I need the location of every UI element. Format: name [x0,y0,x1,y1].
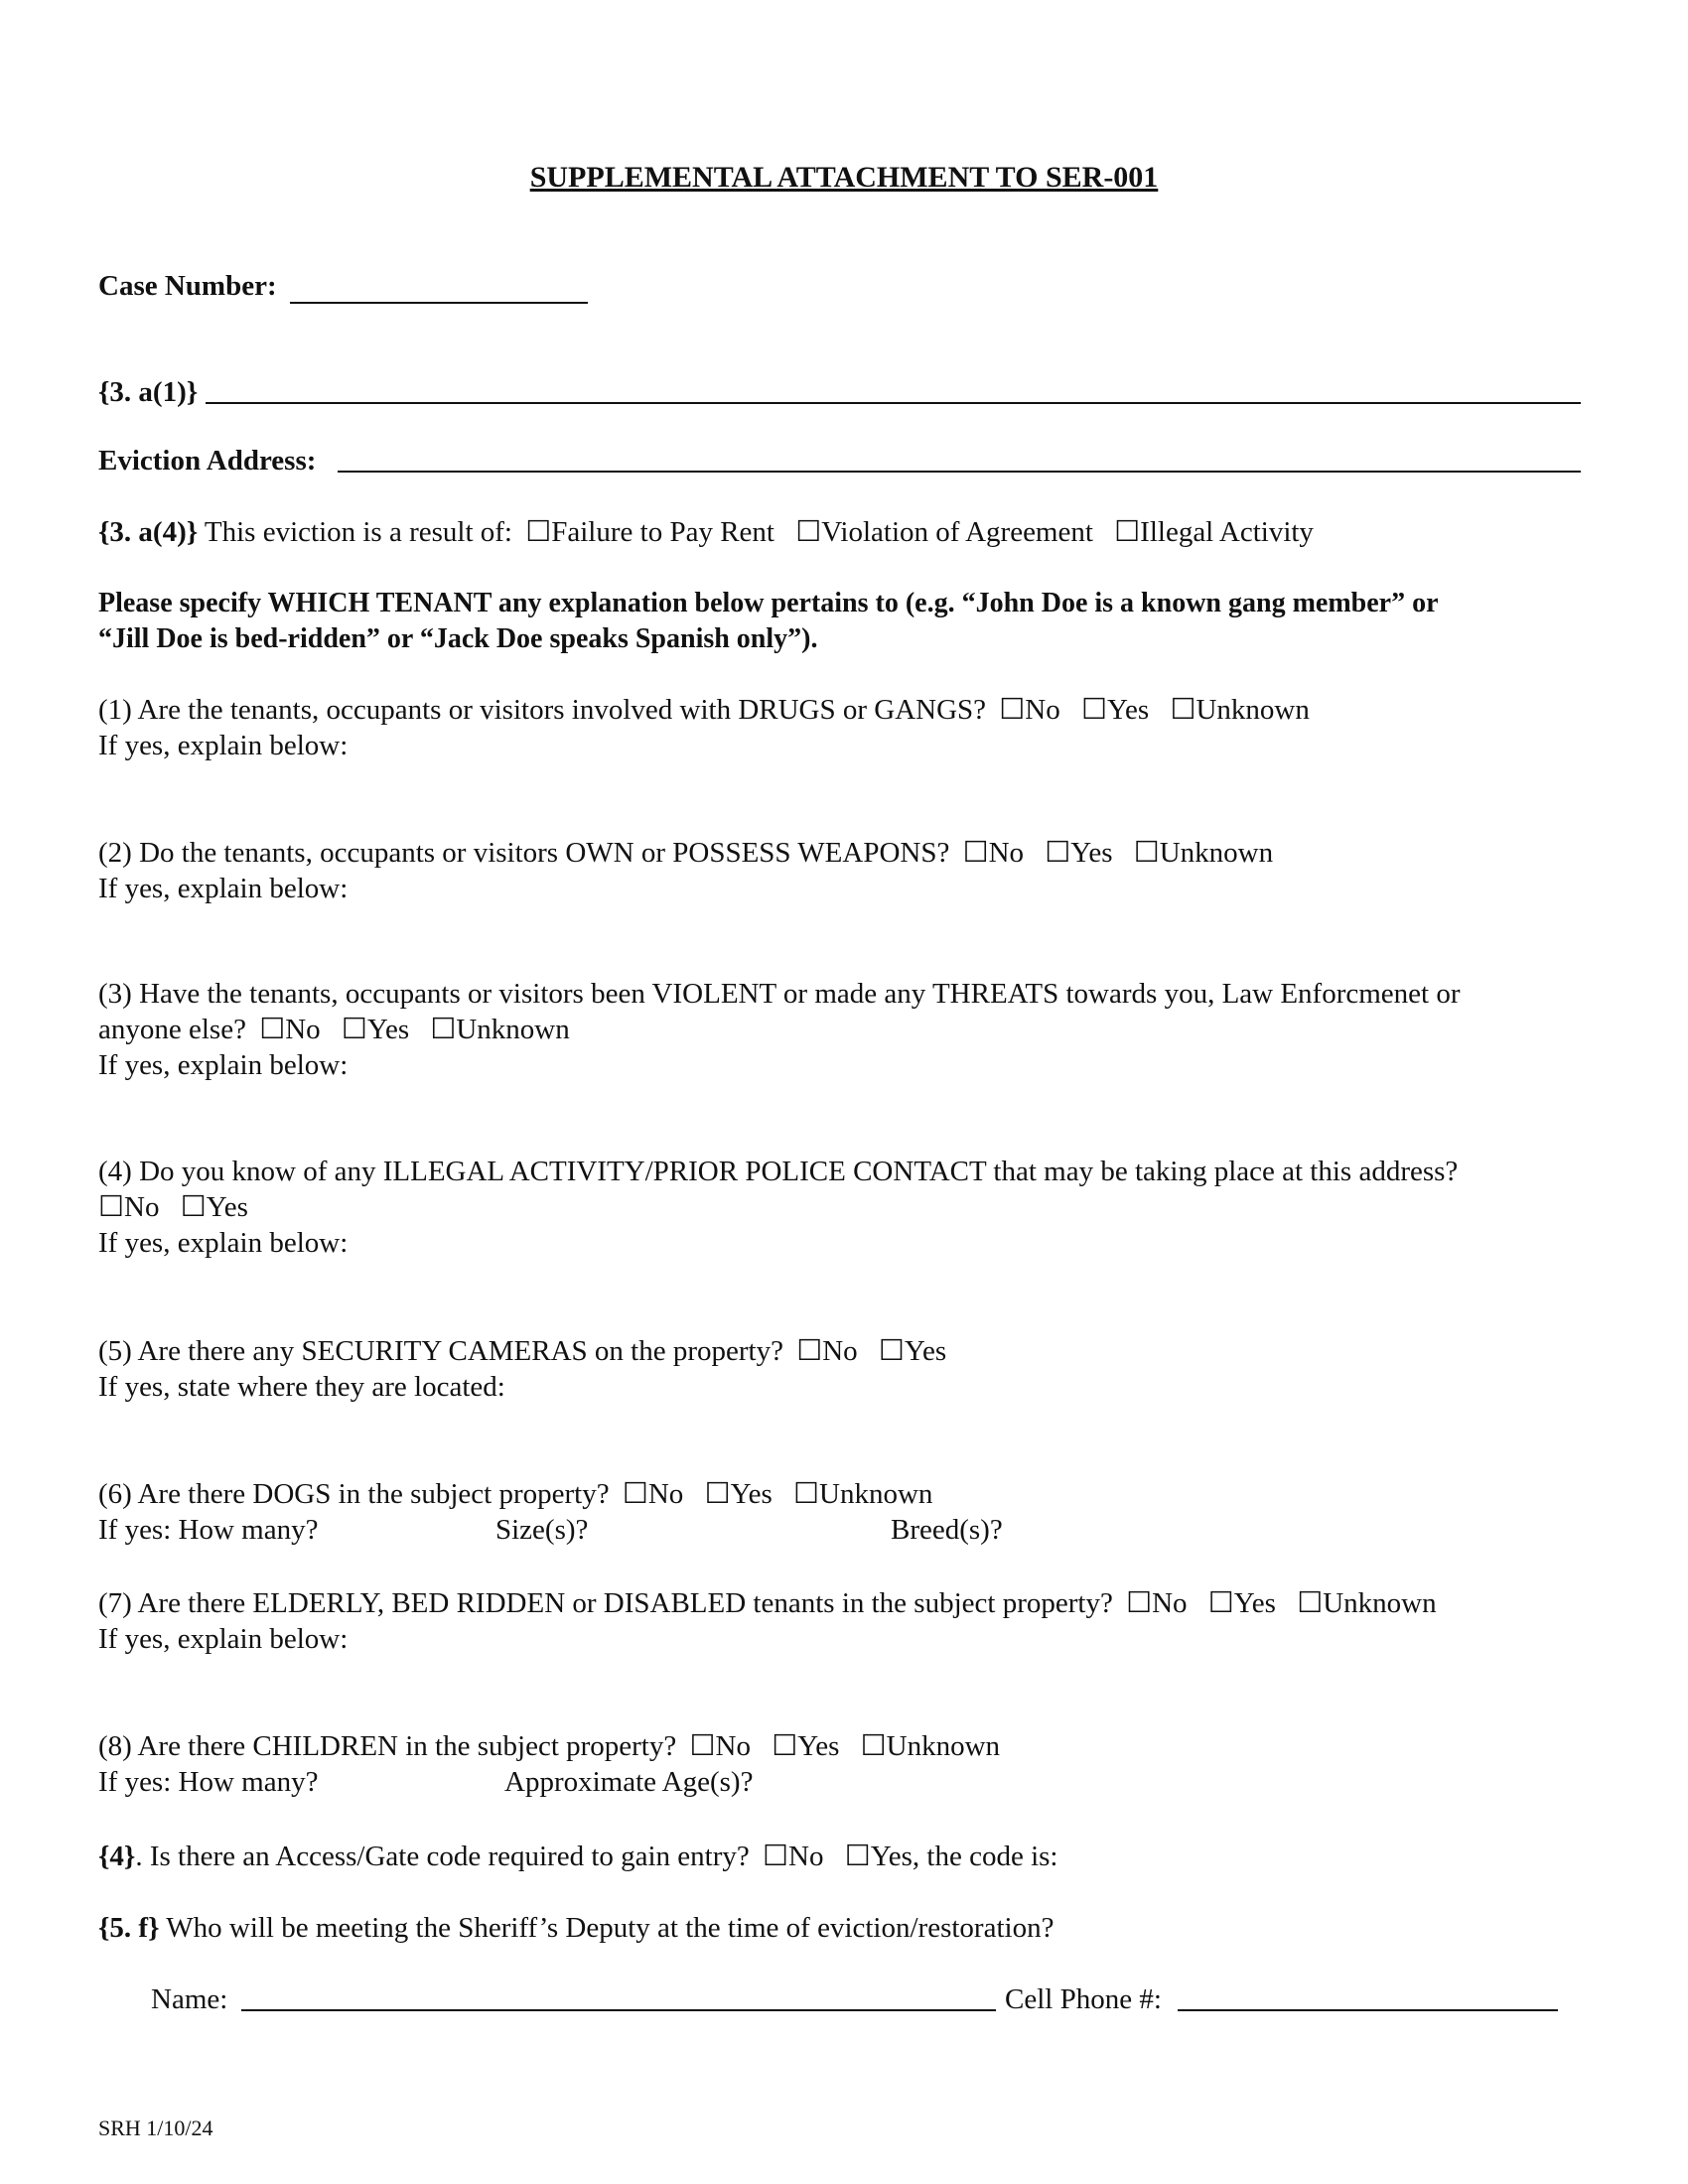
q8-checkbox-unknown[interactable]: ☐Unknown [860,1730,1001,1762]
s4-checkbox-no[interactable]: ☐No [763,1841,824,1872]
question-1 [98,692,1310,728]
q8-checkbox-yes[interactable]: ☐Yes [772,1730,840,1762]
q1-checkbox-no[interactable]: ☐No [999,694,1060,726]
q3-checkbox-yes[interactable]: ☐Yes [341,1014,410,1045]
question-5-followup: If yes, state where they are located: [98,1371,505,1403]
question-6 [98,1476,932,1512]
question-2 [98,835,1273,871]
section-3a4-code: {3. a(4)} [98,516,199,548]
question-7-text: (7) Are there ELDERLY, BED RIDDEN or DISABLED tenants in the subject property? [98,1587,1113,1619]
q6-how-many-label: If yes: How many? [98,1514,319,1546]
section-5f-text: Who will be meeting the Sheriff’s Deputy at the time of eviction/restoration? [166,1912,1055,1944]
question-4-followup: If yes, explain below: [98,1227,349,1259]
q7-checkbox-no[interactable]: ☐No [1126,1587,1188,1619]
question-1-followup: If yes, explain below: [98,730,349,761]
question-4-text: (4) Do you know of any ILLEGAL ACTIVITY/PRIOR POLICE CONTACT that may be taking place at this address? [98,1156,1459,1187]
question-6-text: (6) Are there DOGS in the subject property? [98,1478,610,1510]
question-7 [98,1585,1437,1621]
question-1-text: (1) Are the tenants, occupants or visitors involved with DRUGS or GANGS? [98,694,987,726]
q3-checkbox-no[interactable]: ☐No [259,1014,321,1045]
instruction-line-2: “Jill Doe is bed-ridden” or “Jack Doe speaks Spanish only”). [98,623,818,654]
case-number-field[interactable] [290,272,588,304]
question-5 [98,1333,946,1369]
section-4-row [98,1839,1058,1874]
q2-checkbox-unknown[interactable]: ☐Unknown [1133,837,1274,869]
q2-checkbox-no[interactable]: ☐No [962,837,1025,869]
question-3-followup: If yes, explain below: [98,1049,349,1081]
question-2-text: (2) Do the tenants, occupants or visitors OWN or POSSESS WEAPONS? [98,837,950,869]
question-3 [98,1012,570,1047]
question-5-text: (5) Are there any SECURITY CAMERAS on the property? [98,1335,783,1367]
section-4-code: {4} [98,1841,136,1872]
q8-ages-label: Approximate Age(s)? [504,1766,754,1798]
name-label: Name: [151,1983,228,2015]
eviction-address-field[interactable] [338,471,1581,473]
question-2-followup: If yes, explain below: [98,873,349,904]
q8-checkbox-no[interactable]: ☐No [689,1730,751,1762]
case-number-label: Case Number: [98,270,277,302]
instruction-line-1: Please specify WHICH TENANT any explanation below pertains to (e.g. “John Doe is a known gang member” or [98,588,1439,618]
section-3a1-label: {3. a(1)} [98,376,199,408]
checkbox-illegal-activity[interactable]: ☐Illegal Activity [1114,516,1314,548]
question-4-options [98,1189,248,1225]
q6-checkbox-yes[interactable]: ☐Yes [704,1478,773,1510]
section-3a1-field[interactable] [206,402,1581,404]
cell-phone-field[interactable] [1178,2009,1558,2011]
question-3-text-line-2: anyone else? [98,1014,246,1045]
q7-checkbox-unknown[interactable]: ☐Unknown [1297,1587,1437,1619]
question-8 [98,1728,1000,1764]
name-field[interactable] [241,2009,996,2011]
page-title: SUPPLEMENTAL ATTACHMENT TO SER-001 [529,161,1159,194]
q6-breed-label: Breed(s)? [891,1514,1003,1546]
question-3-text-line-1: (3) Have the tenants, occupants or visitors been VIOLENT or made any THREATS towards you, Law Enforcmenet or [98,978,1461,1010]
q4-checkbox-yes[interactable]: ☐Yes [180,1191,248,1223]
q8-how-many-label: If yes: How many? [98,1766,319,1798]
q5-checkbox-yes[interactable]: ☐Yes [878,1335,947,1367]
checkbox-failure-to-pay-rent[interactable]: ☐Failure to Pay Rent [525,516,774,548]
checkbox-violation-of-agreement[interactable]: ☐Violation of Agreement [795,516,1093,548]
q5-checkbox-no[interactable]: ☐No [796,1335,858,1367]
section-3a4-text: This eviction is a result of: [204,516,512,548]
q4-checkbox-no[interactable]: ☐No [98,1191,160,1223]
eviction-address-label: Eviction Address: [98,445,317,477]
q6-checkbox-unknown[interactable]: ☐Unknown [793,1478,933,1510]
section-4-text: . Is there an Access/Gate code required to gain entry? [135,1841,750,1872]
footer-revision: SRH 1/10/24 [98,2116,213,2140]
question-7-followup: If yes, explain below: [98,1623,349,1655]
q2-checkbox-yes[interactable]: ☐Yes [1045,837,1113,869]
case-number-row [98,268,588,304]
s4-checkbox-yes[interactable]: ☐Yes, the code is: [844,1841,1058,1872]
cell-phone-label: Cell Phone #: [1005,1983,1162,2015]
q3-checkbox-unknown[interactable]: ☐Unknown [430,1014,570,1045]
q6-checkbox-no[interactable]: ☐No [622,1478,684,1510]
section-5f-code: {5. f} [98,1912,160,1944]
q1-checkbox-yes[interactable]: ☐Yes [1081,694,1150,726]
question-8-text: (8) Are there CHILDREN in the subject property? [98,1730,677,1762]
q6-size-label: Size(s)? [495,1514,589,1546]
section-5f-row [98,1910,1054,1946]
q7-checkbox-yes[interactable]: ☐Yes [1207,1587,1276,1619]
q1-checkbox-unknown[interactable]: ☐Unknown [1170,694,1310,726]
section-3a4-row [98,514,1314,550]
